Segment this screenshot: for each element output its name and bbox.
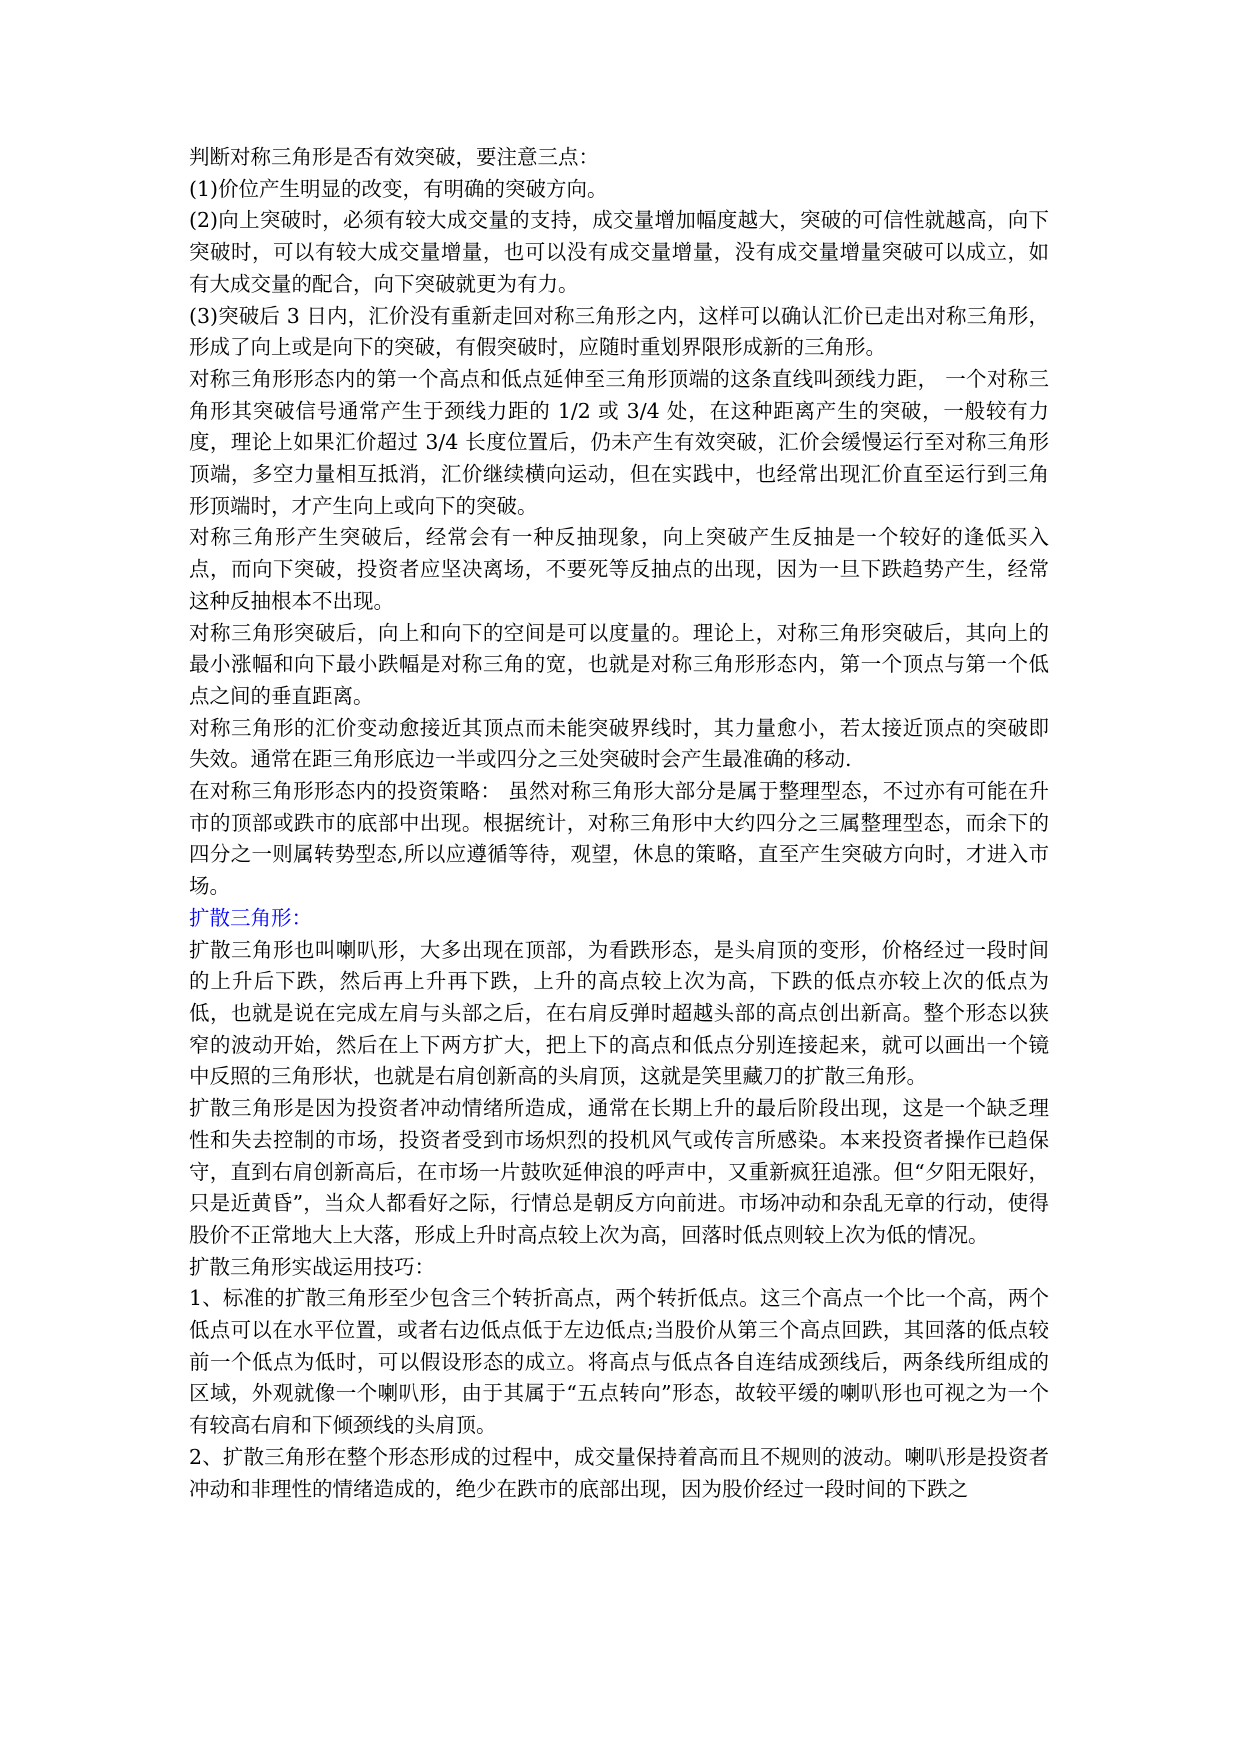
paragraph-point-3: (3)突破后 3 日内，汇价没有重新走回对称三角形之内，这样可以确认汇价已走出对称三角形，形成了向上或是向下的突破，有假突破时，应随时重划界限形成新的三角形。 [189,303,1049,360]
paragraph-measurement: 对称三角形突破后，向上和向下的空间是可以度量的。理论上，对称三角形突破后，其向上的最小涨幅和向下最小跌幅是对称三角的宽，也就是对称三角形形态内，第一个顶点与第一个低点之间的垂直距离。 [189,620,1049,708]
section-heading-broadening-triangle: 扩散三角形： [189,905,312,930]
paragraph-pullback: 对称三角形产生突破后，经常会有一种反抽现象，向上突破产生反抽是一个较好的逢低买入点，而向下突破，投资者应坚决离场，不要死等反抽点的出现，因为一旦下跌趋势产生，经常这种反抽根本不出现。 [189,525,1049,613]
paragraph-neckline-distance: 对称三角形形态内的第一个高点和低点延伸至三角形顶端的这条直线叫颈线力距， 一个对称三角形其突破信号通常产生于颈线力距的 1/2 或 3/4 处，在这种距离产生的突破，一般较有力度，理论上如果汇价超过 3/4 长度位置后，仍未产生有效突破，汇价会缓慢运行至对称三角形顶端，多空力量相互抵消，汇价继续横向运动，但在实践中，也经常出现汇价直至运行到三角形顶端时，才产生向上或向下的突破。 [189,366,1049,518]
paragraph-broadening-cause: 扩散三角形是因为投资者冲动情绪所造成，通常在长期上升的最后阶段出现，这是一个缺乏理性和失去控制的市场，投资者受到市场炽烈的投机风气或传言所感染。本来投资者操作已趋保守，直到右肩创新高后，在市场一片鼓吹延伸浪的呼声中，又重新疯狂追涨。但“夕阳无限好，只是近黄昏”，当众人都看好之际，行情总是朝反方向前进。市场冲动和杂乱无章的行动，使得股价不正常地大上大落，形成上升时高点较上次为高，回落时低点则较上次为低的情况。 [189,1096,1049,1247]
paragraph-technique-2: 2、扩散三角形在整个形态形成的过程中，成交量保持着高而且不规则的波动。喇叭形是投资者冲动和非理性的情绪造成的，绝少在跌市的底部出现，因为股价经过一段时间的下跌之 [189,1444,1049,1501]
paragraph-point-1: (1)价位产生明显的改变，有明确的突破方向。 [189,176,608,201]
paragraph-strategy: 在对称三角形形态内的投资策略： 虽然对称三角形大部分是属于整理型态，不过亦有可能在升市的顶部或跌市的底部中出现。根据统计，对称三角形中大约四分之三属整理型态，而余下的四分之一则属转势型态,所以应遵循等待，观望，休息的策略，直至产生突破方向时，才进入市场。 [189,779,1049,899]
paragraph-techniques-heading: 扩散三角形实战运用技巧： [189,1254,435,1279]
document-page [189,142,1049,1505]
paragraph-apex: 对称三角形的汇价变动愈接近其顶点而未能突破界线时，其力量愈小，若太接近顶点的突破即失效。通常在距三角形底边一半或四分之三处突破时会产生最准确的移动. [189,715,1049,772]
paragraph-intro: 判断对称三角形是否有效突破，要注意三点： [189,145,599,169]
paragraph-technique-1: 1、标准的扩散三角形至少包含三个转折高点，两个转折低点。这三个高点一个比一个高，两个低点可以在水平位置，或者右边低点低于左边低点;当股价从第三个高点回跌，其回落的低点较前一个低点为低时，可以假设形态的成立。将高点与低点各自连结成颈线后，两条线所组成的区域，外观就像一个喇叭形，由于其属于“五点转向”形态，故较平缓的喇叭形也可视之为一个有较高右肩和下倾颈线的头肩顶。 [189,1286,1049,1438]
paragraph-broadening-definition: 扩散三角形也叫喇叭形，大多出现在顶部，为看跌形态，是头肩顶的变形，价格经过一段时间的上升后下跌，然后再上升再下跌，上升的高点较上次为高，下跌的低点亦较上次的低点为低，也就是说在完成左肩与头部之后，在右肩反弹时超越头部的高点创出新高。整个形态以狭窄的波动开始，然后在上下两方扩大，把上下的高点和低点分别连接起来，就可以画出一个镜中反照的三角形状，也就是右肩创新高的头肩顶，这就是笑里藏刀的扩散三角形。 [189,937,1049,1089]
paragraph-point-2: (2)向上突破时，必须有较大成交量的支持，成交量增加幅度越大，突破的可信性就越高，向下突破时，可以有较大成交量增量，也可以没有成交量增量，没有成交量增量突破可以成立，如有大成交量的配合，向下突破就更为有力。 [189,208,1049,296]
